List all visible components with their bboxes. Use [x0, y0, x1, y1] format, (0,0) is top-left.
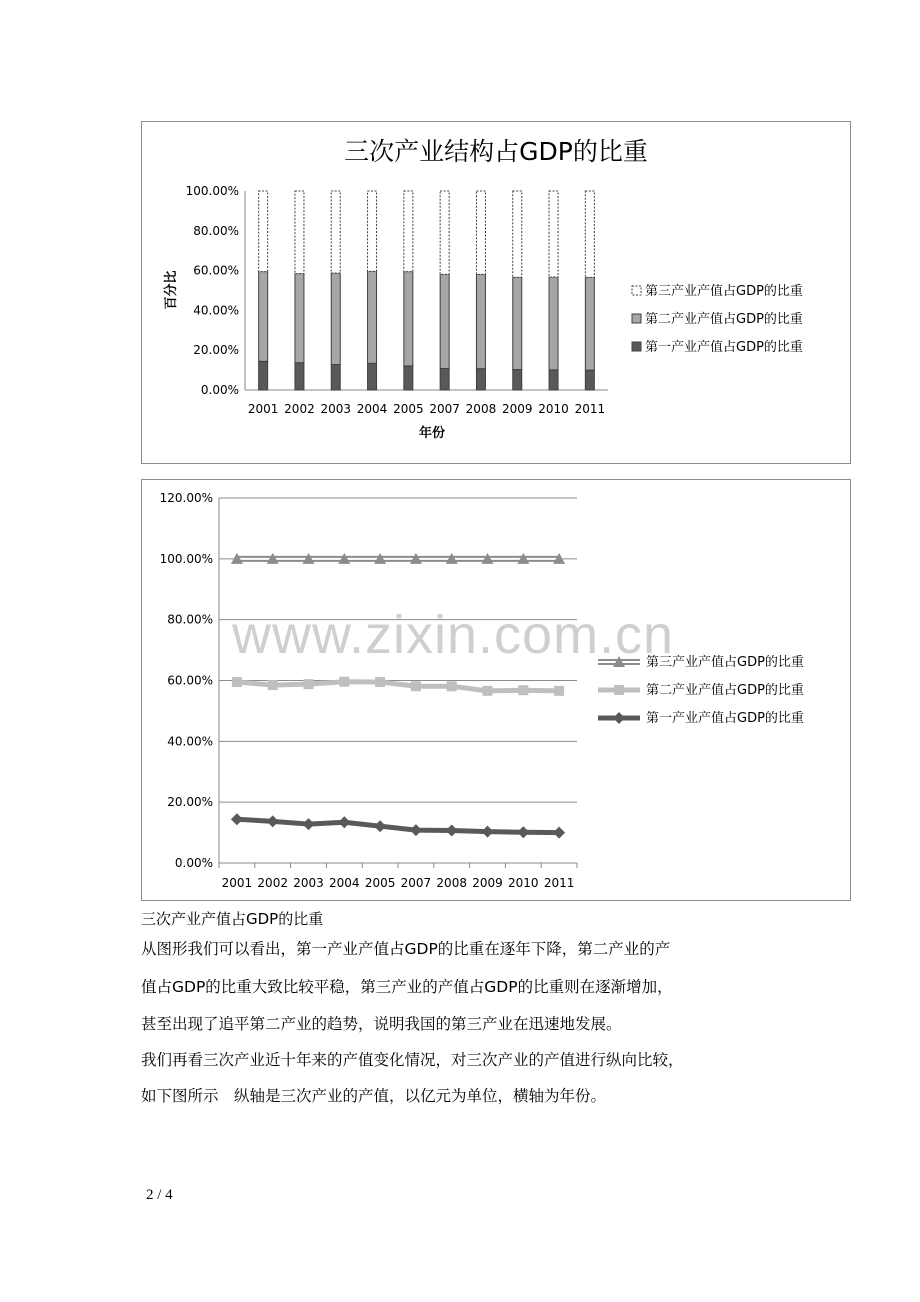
legend-label: 第二产业产值占GDP的比重 [646, 683, 804, 698]
bar-segment [585, 370, 594, 390]
data-point [338, 816, 350, 828]
x-axis-title: 年份 [418, 426, 446, 441]
paragraph-line: 我们再看三次产业近十年来的产值变化情况，对三次产业的产值进行纵向比较， [141, 1051, 684, 1069]
legend-marker [614, 685, 624, 695]
data-point [410, 824, 422, 836]
x-tick-label: 2010 [508, 876, 539, 890]
y-tick-label: 100.00% [185, 184, 239, 198]
chart-title: 三次产业结构占GDP的比重 [344, 137, 648, 166]
legend-label: 第一产业产值占GDP的比重 [645, 340, 803, 355]
bar-segment [476, 191, 485, 274]
bar-segment [513, 277, 522, 369]
bar-segment [513, 370, 522, 390]
x-tick-label: 2007 [429, 402, 460, 416]
x-tick-label: 2008 [436, 876, 467, 890]
x-tick-label: 2011 [574, 402, 606, 416]
x-tick-label: 2002 [257, 876, 288, 890]
stacked-bar-chart [141, 121, 851, 464]
x-tick-label: 2004 [329, 876, 360, 890]
figure-caption: 三次产业产值占GDP的比重 [141, 910, 324, 928]
x-tick-label: 2005 [364, 876, 396, 890]
y-tick-label: 40.00% [193, 303, 239, 318]
data-point [447, 681, 457, 691]
watermark: www.zixin.com.cn [232, 605, 675, 665]
y-tick-label: 20.00% [167, 795, 213, 810]
bar-segment [368, 191, 377, 271]
x-tick-label: 2005 [393, 402, 424, 416]
data-point [268, 680, 278, 690]
data-point [374, 820, 386, 832]
series-line [237, 819, 559, 832]
paragraph-line: 从图形我们可以看出，第一产业产值占GDP的比重在逐年下降，第二产业的产 [141, 940, 671, 958]
y-tick-label: 0.00% [174, 856, 213, 870]
data-point [339, 677, 349, 687]
bar-segment [368, 363, 377, 390]
y-tick-label: 0.00% [200, 383, 239, 397]
legend-marker [613, 712, 625, 724]
bar-segment [295, 363, 304, 390]
bar-segment [259, 272, 268, 362]
bar-segment [549, 191, 558, 277]
bar-segment [549, 370, 558, 390]
line-chart-svg [142, 480, 850, 900]
data-point [231, 813, 243, 825]
x-tick-label: 2004 [356, 402, 388, 416]
x-tick-label: 2001 [247, 402, 279, 416]
x-tick-label: 2003 [320, 402, 352, 416]
bar-segment [585, 277, 594, 370]
bar-segment [259, 191, 268, 272]
x-tick-label: 2002 [284, 402, 315, 416]
bar-segment [440, 191, 449, 274]
y-tick-label: 120.00% [159, 491, 213, 505]
x-tick-label: 2001 [221, 876, 253, 890]
data-point [267, 815, 279, 827]
bar-segment [476, 369, 485, 390]
x-tick-label: 2011 [543, 876, 575, 890]
y-tick-label: 60.00% [193, 263, 239, 278]
stacked-bar-chart-svg [142, 122, 850, 463]
bar-segment [331, 191, 340, 273]
bar-segment [513, 191, 522, 277]
legend-swatch [632, 342, 641, 351]
paragraph-line: 值占GDP的比重大致比较平稳，第三产业的产值占GDP的比重则在逐渐增加， [141, 978, 673, 996]
bar-segment [585, 191, 594, 277]
data-point [482, 826, 494, 838]
page-number: 2 / 4 [146, 1187, 173, 1203]
data-point [303, 818, 315, 830]
data-point [554, 686, 564, 696]
bar-segment [404, 366, 413, 390]
legend-label: 第三产业产值占GDP的比重 [646, 655, 804, 670]
data-point [375, 677, 385, 687]
bar-segment [259, 361, 268, 390]
bar-segment [404, 272, 413, 366]
legend-swatch [632, 286, 641, 295]
y-tick-label: 40.00% [167, 734, 213, 749]
data-point [517, 826, 529, 838]
y-axis-title: 百分比 [164, 270, 179, 310]
x-tick-label: 2009 [472, 876, 503, 890]
bar-segment [404, 191, 413, 272]
y-tick-label: 80.00% [193, 223, 239, 238]
series-line [237, 682, 559, 691]
x-tick-label: 2010 [538, 402, 569, 416]
data-point [446, 824, 458, 836]
bar-segment [295, 191, 304, 274]
data-point [483, 686, 493, 696]
bar-segment [295, 274, 304, 363]
data-point [232, 677, 242, 687]
x-tick-label: 2009 [501, 402, 533, 416]
y-tick-label: 80.00% [167, 612, 213, 627]
legend-label: 第三产业产值占GDP的比重 [645, 284, 803, 299]
legend-label: 第二产业产值占GDP的比重 [645, 312, 803, 327]
legend-swatch [632, 314, 641, 323]
data-point [411, 681, 421, 691]
x-tick-label: 2008 [465, 402, 497, 416]
bar-segment [476, 274, 485, 368]
paragraph-line: 如下图所示 纵轴是三次产业的产值，以亿元为单位，横轴为年份。 [141, 1087, 607, 1105]
legend-label: 第一产业产值占GDP的比重 [646, 711, 804, 726]
data-point [304, 679, 314, 689]
x-tick-label: 2007 [400, 876, 432, 890]
bar-segment [368, 271, 377, 363]
bar-segment [440, 274, 449, 368]
bar-segment [331, 365, 340, 390]
bar-segment [549, 277, 558, 370]
y-tick-label: 20.00% [193, 343, 239, 358]
y-tick-label: 60.00% [167, 673, 213, 688]
data-point [553, 827, 565, 839]
bar-segment [331, 273, 340, 365]
paragraph-line: 甚至出现了追平第二产业的趋势，说明我国的第三产业在迅速地发展。 [141, 1015, 622, 1033]
x-tick-label: 2003 [293, 876, 324, 890]
bar-segment [440, 369, 449, 390]
y-tick-label: 100.00% [159, 551, 213, 566]
line-chart [141, 479, 851, 901]
data-point [518, 685, 528, 695]
